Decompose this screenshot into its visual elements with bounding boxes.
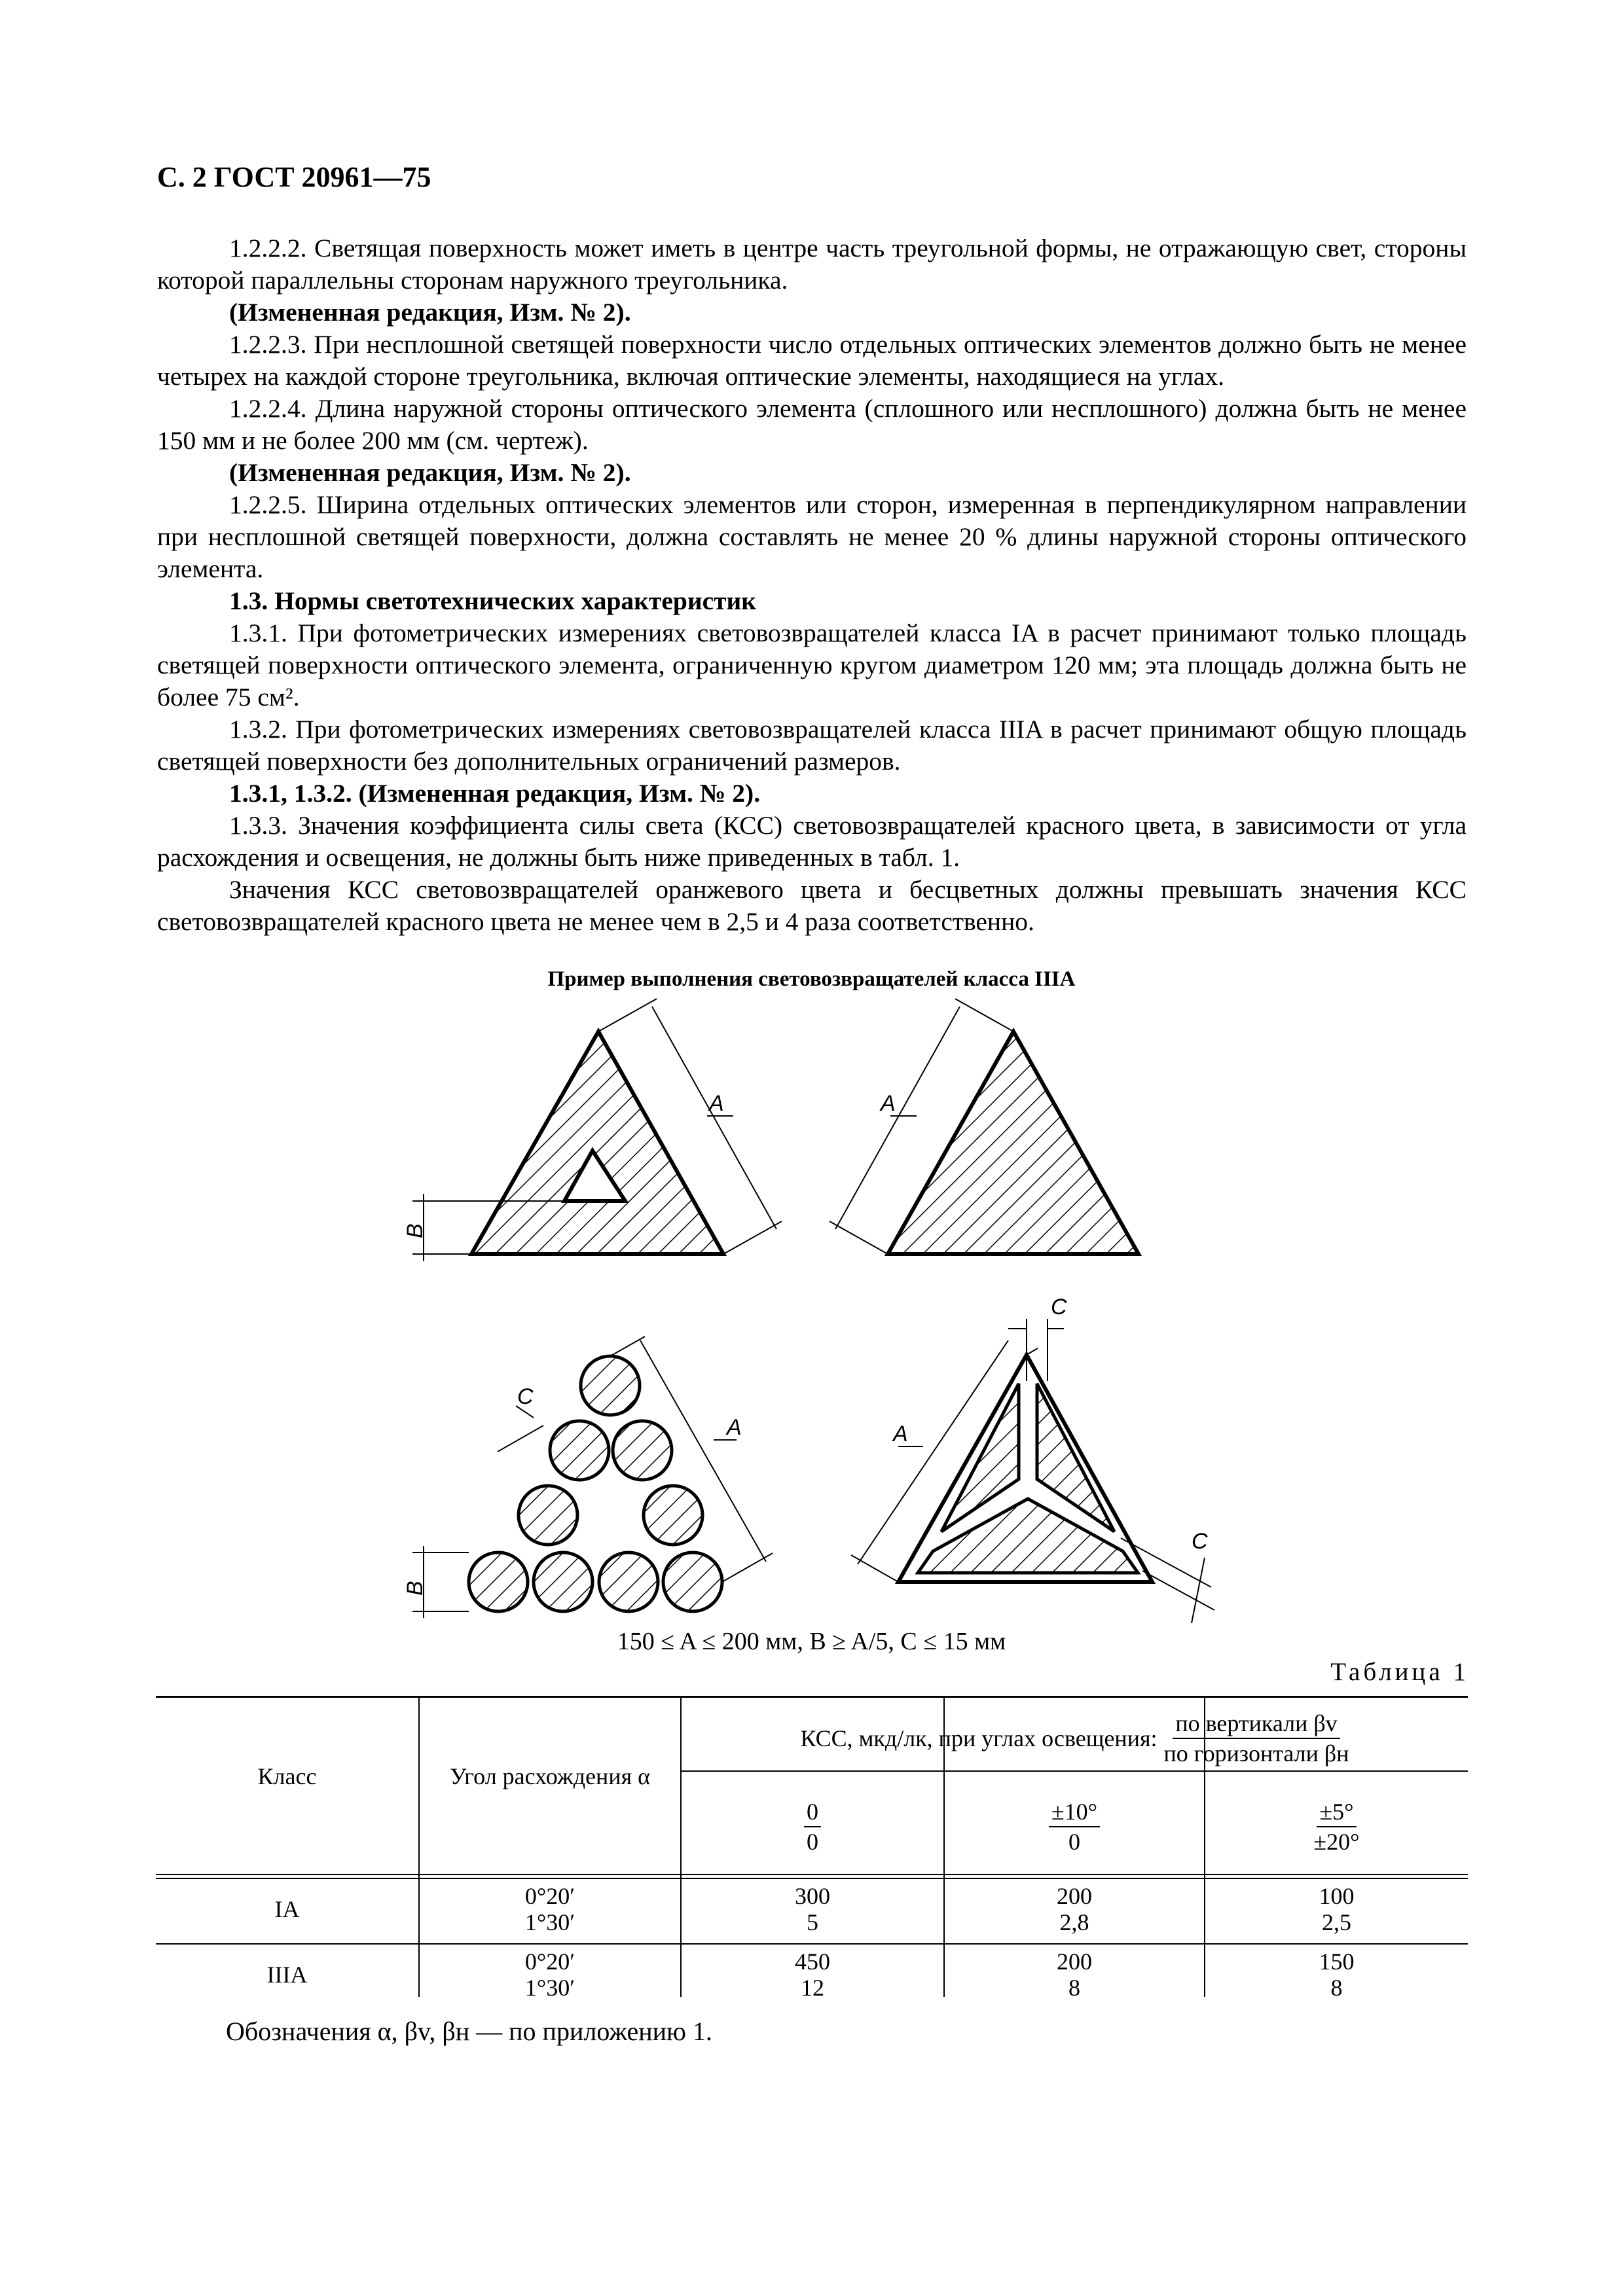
row-iiia-v3: 150 8	[1319, 1948, 1355, 2001]
dim-label-b: B	[403, 1581, 428, 1596]
row-ia-v2: 200 2,8	[1057, 1883, 1092, 1935]
header-horizontal: по горизонтали βн	[1163, 1740, 1349, 1767]
row-iiia-v2: 200 8	[1057, 1948, 1092, 2001]
reflector-examples-figure	[0, 995, 1623, 1643]
dim-label-a: A	[727, 1415, 742, 1440]
dim-label-c: C	[517, 1384, 534, 1409]
col-3-num: ±5°	[1317, 1797, 1356, 1827]
col-1-num: 0	[804, 1797, 821, 1827]
dim-label-a: A	[709, 1091, 724, 1116]
paragraph: 1.2.2.4. Длина наружной стороны оптического элемента (сплошного или несплошного) должна быть не менее 150 мм и не более 200 мм (см. чертеж).	[157, 394, 1467, 455]
body-text	[157, 232, 1467, 938]
row-iiia-class: IIIA	[266, 1962, 308, 1988]
figure-title: Пример выполнения световозвращателей класса IIIA	[547, 967, 1076, 991]
col-2-den: 0	[1068, 1829, 1080, 1855]
page-header: С. 2 ГОСТ 20961—75	[157, 161, 431, 193]
paragraph: 1.3.1. При фотометрических измерениях световозвращателей класса IA в расчет принимают только площадь светящей поверхности оптического элемента, ограниченную кругом диаметром 120 мм; эта площадь должна быть не более 75 см².	[157, 619, 1467, 711]
row-iiia-v1: 450 12	[795, 1948, 830, 2001]
row-ia-v3: 100 2,5	[1319, 1883, 1355, 1935]
paragraph: Значения КСС световозвращателей оранжевого цвета и бесцветных должны превышать значения КСС световозвращателей красного цвета не менее чем в 2,5 и 4 раза соответственно.	[157, 875, 1467, 936]
amendment-note: 1.3.1, 1.3.2. (Измененная редакция, Изм. № 2).	[229, 779, 761, 808]
row-ia-v1: 300 5	[795, 1883, 830, 1935]
table-label: Таблица 1	[1330, 1658, 1469, 1686]
header-class: Класс	[257, 1763, 317, 1789]
circles-triangle	[403, 1336, 773, 1618]
figure-caption: 150 ≤ A ≤ 200 мм, B ≥ A/5, C ≤ 15 мм	[617, 1628, 1006, 1655]
table-1	[156, 1696, 1468, 2001]
col-1-den: 0	[807, 1829, 818, 1855]
row-iiia-angles: 0°20′ 1°30′	[524, 1948, 575, 2001]
col-3-den: ±20°	[1313, 1829, 1360, 1855]
header-kss: КСС, мкд/лк, при углах освещения:	[800, 1725, 1158, 1751]
paragraph: 1.2.2.2. Светящая поверхность может иметь в центре часть треугольной формы, не отражающую свет, стороны которой параллельны сторонам наружного треугольника.	[157, 234, 1467, 295]
paragraph: 1.2.2.5. Ширина отдельных оптических элементов или сторон, измеренная в перпендикулярном направлении при несплошной светящей поверхности, должна составлять не менее 20 % длины наружной стороны оптического элемента.	[157, 490, 1467, 583]
paragraph: 1.2.2.3. При несплошной светящей поверхности число отдельных оптических элементов должно быть не менее четырех на каждой стороне треугольника, включая оптические элементы, находящиеся на углах.	[157, 330, 1467, 391]
dim-label-c: C	[1192, 1529, 1208, 1554]
header-vertical: по вертикали βv	[1173, 1709, 1340, 1739]
segmented-triangle	[851, 1295, 1214, 1623]
amendment-note: (Измененная редакция, Изм. № 2).	[229, 458, 631, 487]
row-ia-class: IA	[274, 1896, 300, 1922]
paragraph: 1.3.2. При фотометрических измерениях световозвращателей класса IIIA в расчет принимают общую площадь светящей поверхности без дополнительных ограничений размеров.	[157, 715, 1467, 776]
table-note: Обозначения α, βv, βн — по приложению 1.	[226, 2017, 712, 2046]
section-heading: 1.3. Нормы светотехнических характеристик	[229, 586, 757, 615]
solid-triangle	[830, 999, 1139, 1254]
amendment-note: (Измененная редакция, Изм. № 2).	[229, 298, 631, 327]
paragraph: 1.3.3. Значения коэффициента силы света (КСС) световозвращателей красного цвета, в зависимости от угла расхождения и освещения, не должны быть ниже приведенных в табл. 1.	[157, 811, 1467, 872]
dim-label-b: B	[403, 1223, 428, 1238]
dim-label-a: A	[893, 1422, 908, 1446]
row-ia-angles: 0°20′ 1°30′	[524, 1883, 575, 1935]
dim-label-c: C	[1051, 1295, 1067, 1319]
col-2-num: ±10°	[1049, 1797, 1100, 1827]
solid-triangle-with-hole	[403, 999, 782, 1261]
dim-label-a: A	[881, 1091, 896, 1116]
header-angle: Угол расхождения α	[449, 1763, 651, 1789]
